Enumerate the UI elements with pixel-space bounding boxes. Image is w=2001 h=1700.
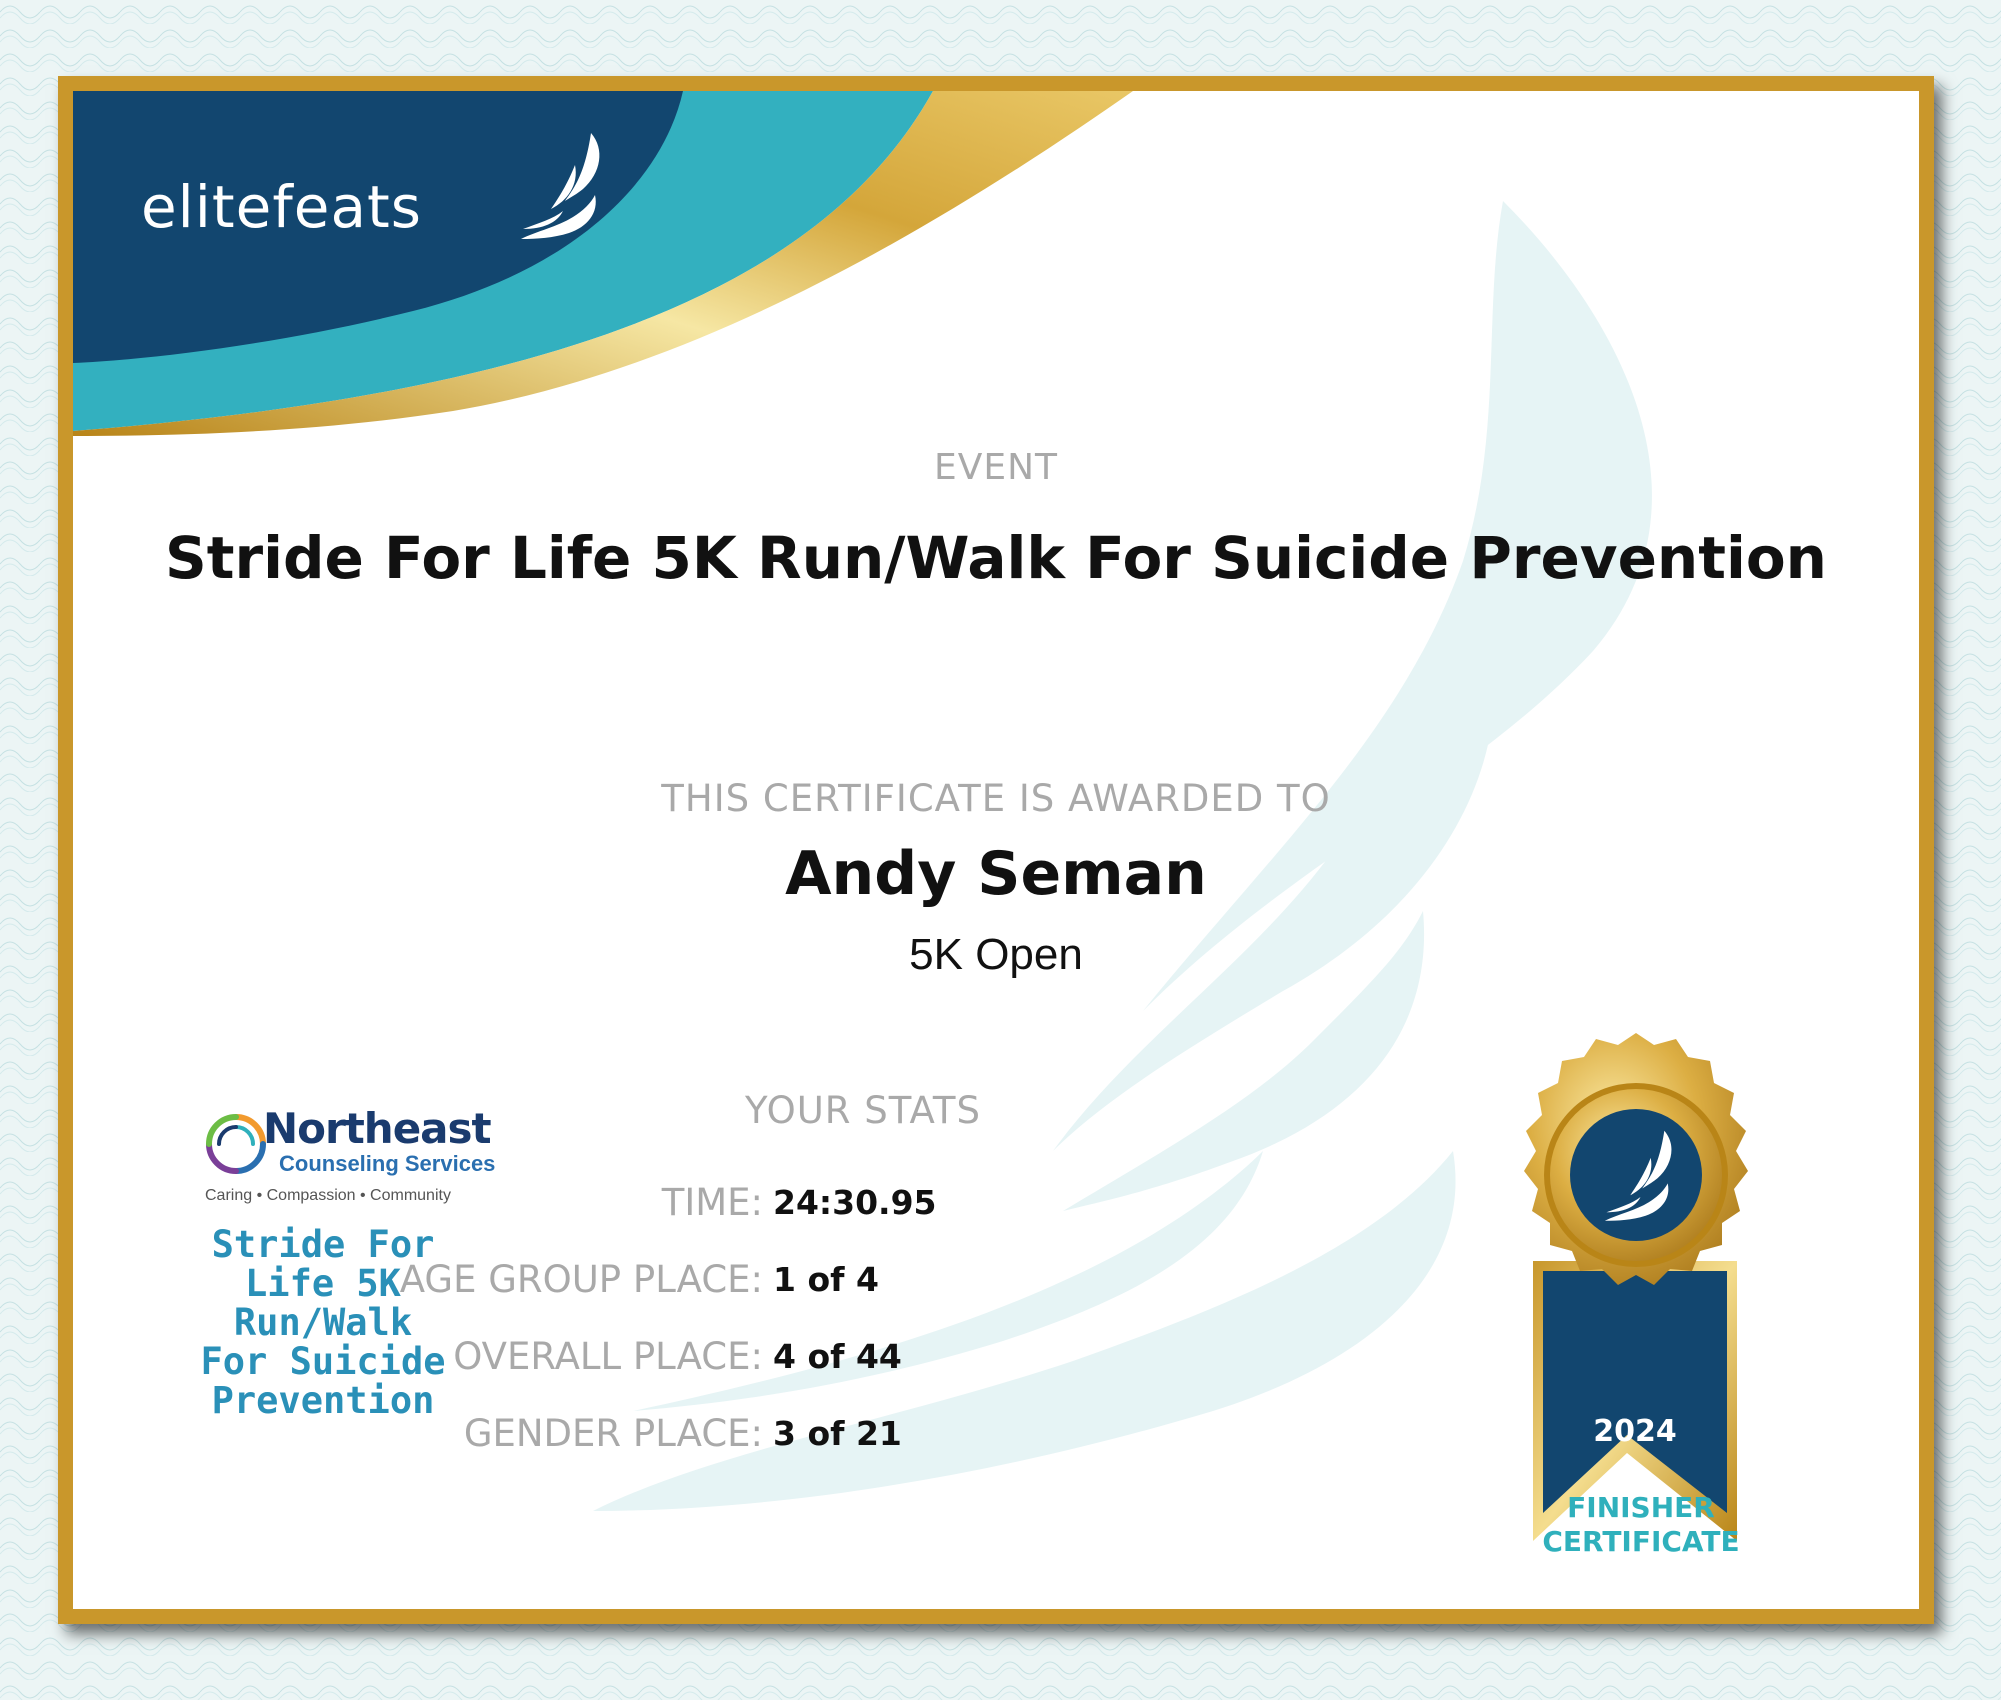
partner-event-line: For Suicide <box>200 1340 446 1383</box>
partner-name: Northeast <box>263 1104 491 1153</box>
badge-caption <box>1491 1491 1791 1559</box>
partner-event-line: Stride For <box>211 1223 435 1266</box>
partner-event-line: Run/Walk <box>233 1301 413 1344</box>
stat-row-gender-place <box>373 1412 1373 1462</box>
badge-caption-line: FINISHER <box>1567 1491 1715 1524</box>
certificate-frame <box>58 76 1934 1624</box>
brand-logo-text: elitefeats <box>141 173 422 241</box>
partner-event-title <box>183 1225 463 1420</box>
stat-value: 24:30.95 <box>773 1183 937 1222</box>
stat-row-age-group-place <box>373 1258 1373 1308</box>
awarded-to-label: THIS CERTIFICATE IS AWARDED TO <box>661 777 1331 820</box>
stat-key: AGE GROUP PLACE: <box>399 1258 763 1301</box>
partner-event-line: Prevention <box>211 1379 435 1422</box>
winged-shoe-icon <box>513 131 608 246</box>
stat-value: 3 of 21 <box>773 1414 902 1453</box>
stat-row-overall-place <box>373 1335 1373 1385</box>
partner-subtitle: Counseling Services <box>279 1151 496 1176</box>
partner-swirl-icon <box>203 1111 269 1177</box>
stat-row-time <box>373 1181 1373 1231</box>
stat-key: GENDER PLACE: <box>463 1412 763 1455</box>
stat-key: TIME: <box>661 1181 763 1224</box>
partner-event-line: Life 5K <box>245 1262 401 1305</box>
stat-value: 4 of 44 <box>773 1337 902 1376</box>
badge-year: 2024 <box>1593 1414 1677 1449</box>
stat-value: 1 of 4 <box>773 1260 879 1299</box>
stat-key: OVERALL PLACE: <box>453 1335 763 1378</box>
division-name: 5K Open <box>909 930 1083 979</box>
badge-caption-line: CERTIFICATE <box>1542 1525 1740 1558</box>
partner-tagline: Caring • Compassion • Community <box>205 1187 451 1204</box>
participant-name: Andy Seman <box>785 839 1207 909</box>
event-title: Stride For Life 5K Run/Walk For Suicide Prevention <box>165 524 1827 592</box>
stats-label: YOUR STATS <box>745 1089 981 1132</box>
event-label: EVENT <box>933 447 1059 488</box>
